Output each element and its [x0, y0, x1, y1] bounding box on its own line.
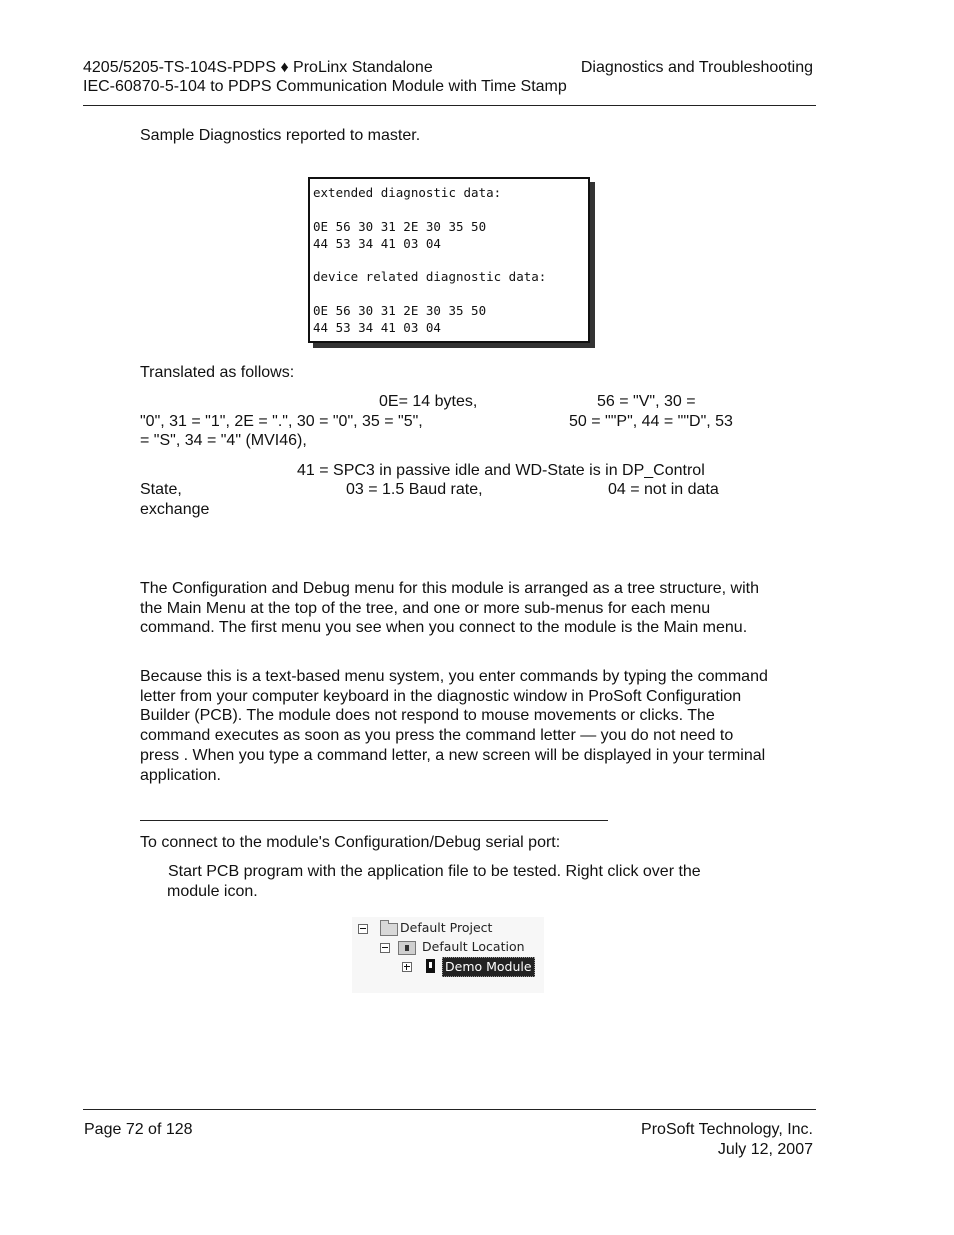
diag-line: 0E 56 30 31 2E 30 35 50	[313, 219, 487, 234]
header-module-title: IEC-60870-5-104 to PDPS Communication Module with Time Stamp	[83, 78, 567, 95]
step-text: Start PCB program with the application file to be tested. Right click over the	[168, 863, 701, 880]
collapse-icon[interactable]	[358, 924, 368, 934]
expand-icon[interactable]	[402, 962, 412, 972]
header-rule	[83, 105, 816, 106]
folder-icon	[380, 923, 398, 936]
translation-text: = "S", 34 = "4" (MVI46),	[140, 432, 307, 449]
sample-diagnostics-caption: Sample Diagnostics reported to master.	[140, 127, 421, 144]
translation-text: 41 = SPC3 in passive idle and WD-State is in DP_Control	[297, 462, 705, 479]
paragraph-text: Because this is a text-based menu system, you enter commands by typing the command letter from your computer keyboard in the diagnostic window in ProSoft Configuration Builder (PCB). The module does not respond to mouse movements or clicks. The command executes as soon as you press the command letter — you do not need to press . When you type a command letter, a new screen will be displayed in your terminal application.	[140, 668, 768, 784]
step-text: module icon.	[167, 883, 258, 900]
translation-heading: Translated as follows:	[140, 364, 295, 381]
module-icon	[426, 959, 435, 973]
header-product-title: 4205/5205-TS-104S-PDPS ♦ ProLinx Standalone	[83, 59, 433, 76]
paragraph-text: The Configuration and Debug menu for this module is arranged as a tree structure, with the Main Menu at the top of the tree, and one or more sub-menus for each menu command. The first menu you see when you connect to the module is the Main menu.	[140, 580, 759, 637]
header-section-title: Diagnostics and Troubleshooting	[580, 59, 813, 76]
section-rule	[140, 820, 608, 821]
company-name: ProSoft Technology, Inc.	[641, 1121, 813, 1138]
diagnostics-output-box	[308, 177, 590, 343]
translation-text: 04 = not in data	[608, 481, 719, 498]
diag-line: 44 53 34 41 03 04	[313, 236, 441, 251]
tree-item-label: Default Project	[400, 920, 493, 935]
translation-text: 0E= 14 bytes,	[379, 393, 478, 410]
document-date: July 12, 2007	[717, 1141, 813, 1158]
translation-text: 03 = 1.5 Baud rate,	[346, 481, 483, 498]
translation-text: "0", 31 = "1", 2E = ".", 30 = "0", 35 = "5",	[140, 413, 423, 430]
diag-line: extended diagnostic data:	[313, 185, 502, 200]
diag-line: device related diagnostic data:	[313, 269, 547, 284]
translation-text: 50 = ""P", 44 = ""D", 53	[569, 413, 733, 430]
tree-item-label: Default Location	[422, 939, 525, 954]
location-icon	[398, 941, 416, 955]
page-number: Page 72 of 128	[84, 1121, 193, 1138]
menu-structure-paragraph	[140, 579, 770, 638]
translation-text: State,	[140, 481, 182, 498]
collapse-icon[interactable]	[380, 943, 390, 953]
footer-rule	[83, 1109, 816, 1110]
text-menu-paragraph	[140, 667, 770, 785]
diag-line: 0E 56 30 31 2E 30 35 50	[313, 303, 487, 318]
tree-item-label: Demo Module	[442, 957, 535, 977]
translation-text: exchange	[140, 501, 210, 518]
project-tree	[352, 917, 544, 993]
translation-text: 56 = "V", 30 =	[597, 393, 696, 410]
connect-instructions: To connect to the module's Configuration/Debug serial port:	[140, 834, 561, 851]
diag-line: 44 53 34 41 03 04	[313, 320, 441, 335]
